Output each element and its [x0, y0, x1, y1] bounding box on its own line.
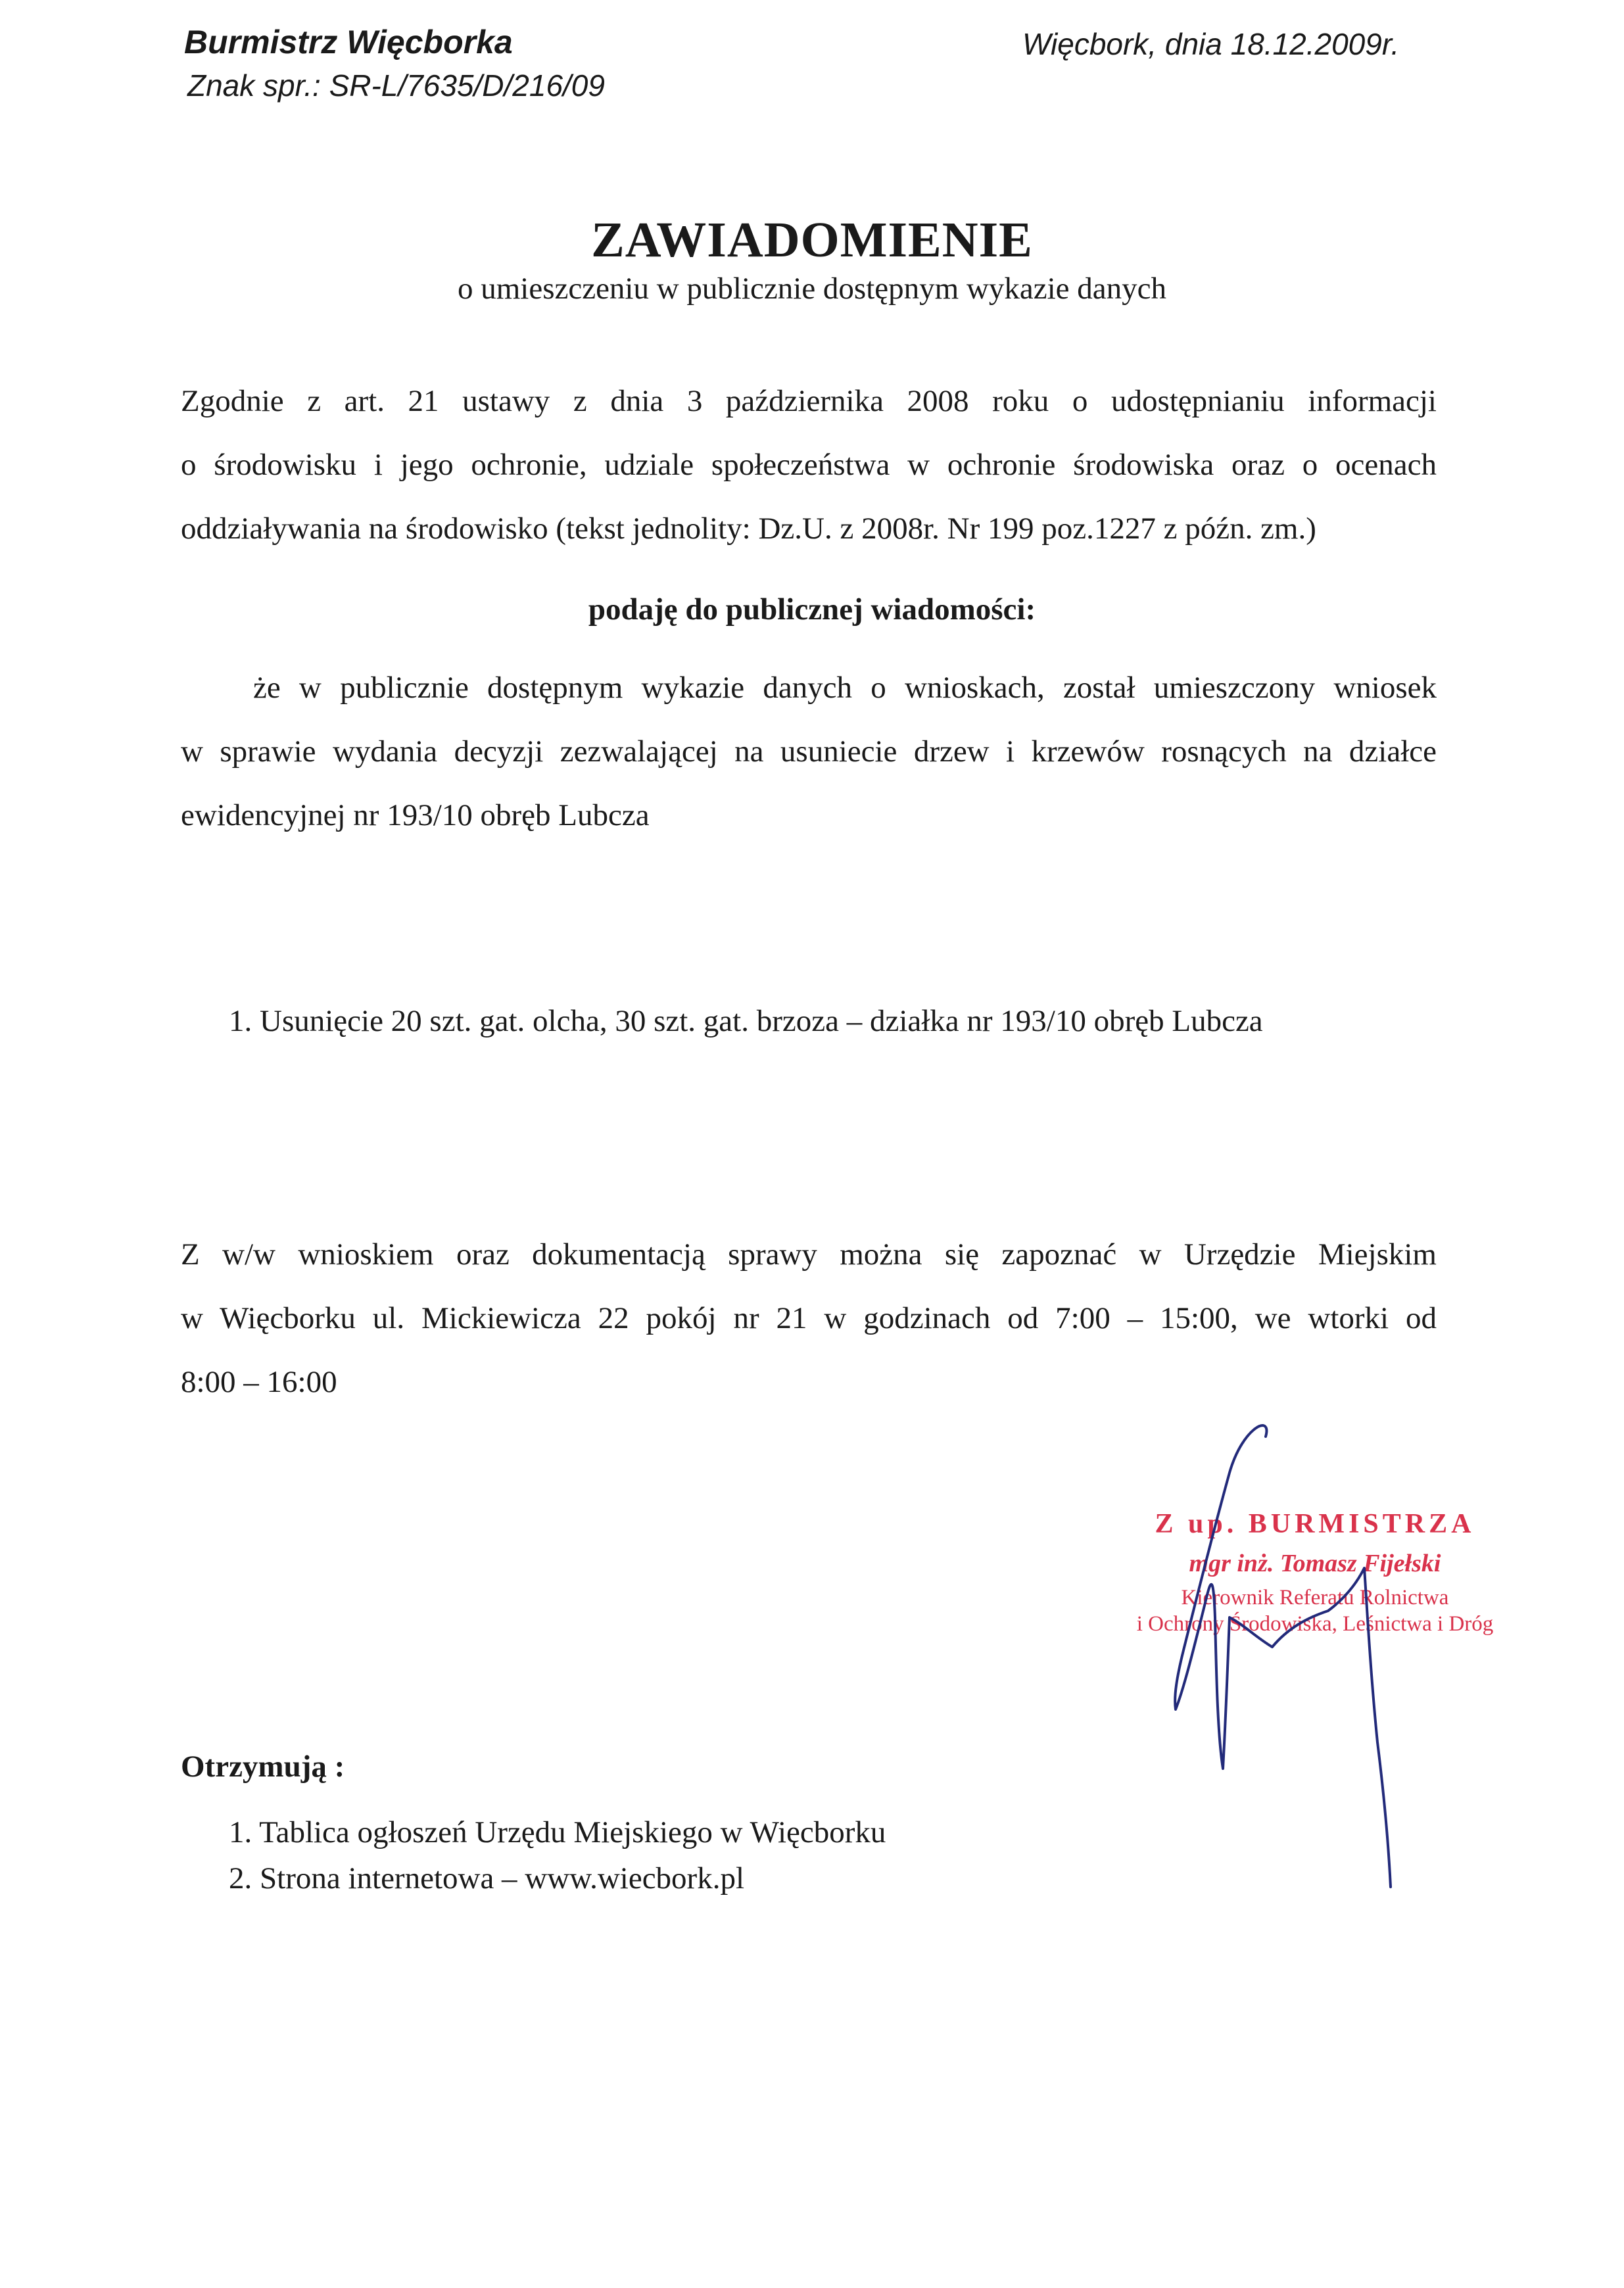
- stamp-line: Z up. BURMISTRZA: [1155, 1509, 1475, 1539]
- paragraph-line: że w publicznie dostępnym wykazie danych o wnioskach, został umieszczony wniosek: [253, 671, 1437, 705]
- handwritten-signature: [1157, 1400, 1499, 1907]
- list-item: 1. Usunięcie 20 szt. gat. olcha, 30 szt. gat. brzoza – działka nr 193/10 obręb Lubcza: [229, 1004, 1263, 1038]
- notice-paragraph: [181, 656, 1437, 847]
- issuing-authority: Burmistrz Więcborka: [184, 24, 513, 60]
- recipient-item: 2. Strona internetowa – www.wiecbork.pl: [229, 1861, 745, 1895]
- paragraph-line: w Więcborku ul. Mickiewicza 22 pokój nr 21 w godzinach od 7:00 – 15:00, we wtorki od: [181, 1301, 1437, 1335]
- announcement-heading: podaję do publicznej wiadomości:: [588, 592, 1036, 627]
- document-title: ZAWIADOMIENIE: [591, 212, 1033, 268]
- stamp-line: i Ochrony Środowiska, Leśnictwa i Dróg: [1136, 1612, 1494, 1636]
- paragraph-line: 8:00 – 16:00: [181, 1365, 337, 1399]
- place-and-date: Więcbork, dnia 18.12.2009r.: [1022, 27, 1400, 61]
- stamp-line: Kierownik Referatu Rolnictwa: [1181, 1586, 1449, 1609]
- paragraph-line: oddziaływania na środowisko (tekst jednolity: Dz.U. z 2008r. Nr 199 poz.1227 z późn. zm.): [181, 512, 1316, 546]
- paragraph-line: o środowisku i jego ochronie, udziale społeczeństwa w ochronie środowiska oraz o ocenach: [181, 448, 1437, 482]
- recipients-heading: Otrzymują :: [181, 1750, 345, 1784]
- case-reference: Znak spr.: SR-L/7635/D/216/09: [187, 68, 605, 103]
- legal-basis-paragraph: [181, 369, 1437, 561]
- paragraph-line: w sprawie wydania decyzji zezwalającej na usuniecie drzew i krzewów rosnących na działce: [181, 734, 1437, 769]
- paragraph-line: Zgodnie z art. 21 ustawy z dnia 3 października 2008 roku o udostępnianiu informacji: [181, 384, 1437, 418]
- recipient-item: 1. Tablica ogłoszeń Urzędu Miejskiego w Więcborku: [229, 1815, 886, 1849]
- document-subtitle: o umieszczeniu w publicznie dostępnym wykazie danych: [457, 272, 1167, 306]
- information-paragraph: [181, 1223, 1437, 1414]
- paragraph-line: ewidencyjnej nr 193/10 obręb Lubcza: [181, 798, 650, 832]
- paragraph-line: Z w/w wnioskiem oraz dokumentacją sprawy można się zapoznać w Urzędzie Miejskim: [181, 1237, 1437, 1272]
- stamp-line: mgr inż. Tomasz Fijełski: [1189, 1550, 1441, 1577]
